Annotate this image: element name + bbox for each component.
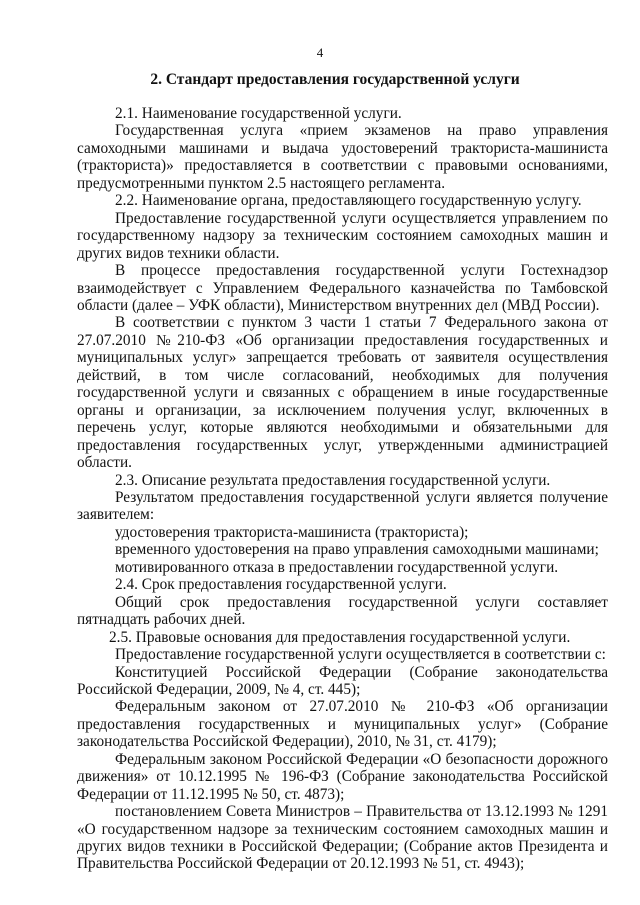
paragraph: 2.3. Описание результата предоставления государственной услуги. (115, 471, 551, 489)
paragraph: Государственная услуга «прием экзаменов на право управления самоходными машинами и выдача удостоверений тракториста-машиниста (тракториста)» предоставляется в соответствии с правовыми основаниями, предусмотренными пунктом 2.5 настоящего регламента. (77, 122, 608, 192)
document-body (77, 105, 608, 873)
section-heading: 2. Стандарт предоставления государственной услуги (150, 71, 520, 88)
paragraph: В процессе предоставления государственной услуги Гостехнадзор взаимодействует с Управлением Федерального казначейства по Тамбовской области (далее – УФК области), Министерством внутренних дел (МВД России). (77, 262, 608, 314)
paragraph: Предоставление государственной услуги осуществляется управлением по государственному надзору за техническим состоянием самоходных машин и других видов техники области. (77, 209, 608, 262)
list-item: постановлением Совета Министров – Правительства от 13.12.1993 № 1291 «О государственном надзоре за техническим состоянием самоходных машин и других видов техники в Российской Федерации; (Собрание актов Президента и Правительства Российской Федерации от 20.12.1993 № 51, ст. 4943); (77, 803, 608, 873)
paragraph: 2.5. Правовые основания для предоставления государственной услуги. (109, 628, 571, 646)
list-item: мотивированного отказа в предоставлении государственной услуги. (115, 558, 559, 576)
list-item: временного удостоверения на право управления самоходными машинами; (115, 541, 599, 559)
list-item: Конституцией Российской Федерации (Собрание законодательства Российской Федерации, 2009, № 4, ст. 445); (77, 663, 608, 698)
paragraph: Общий срок предоставления государственной услуги составляет пятнадцать рабочих дней. (77, 593, 608, 629)
paragraph: 2.4. Срок предоставления государственной услуги. (115, 576, 447, 594)
page-number: 4 (316, 45, 324, 60)
list-item: удостоверения тракториста-машиниста (тракториста); (115, 523, 469, 541)
paragraph: Предоставление государственной услуги осуществляется в соответствии с: (115, 646, 606, 664)
list-item: Федеральным законом от 27.07.2010 № 210-ФЗ «Об организации предоставления государственных и муниципальных услуг» (Собрание законодательства Российской Федерации), 2010, № 31, ст. 4179); (77, 698, 608, 751)
list-item: Федеральным законом Российской Федерации «О безопасности дорожного движения» от 10.12.1995 № 196-ФЗ (Собрание законодательства Российской Федерации от 11.12.1995 № 50, ст. 4873); (77, 750, 608, 803)
paragraph: 2.1. Наименование государственной услуги. (115, 105, 402, 122)
paragraph: Результатом предоставления государственной услуги является получение заявителем: (77, 488, 608, 524)
paragraph: 2.2. Наименование органа, предоставляющего государственную услугу. (115, 192, 582, 210)
paragraph: В соответствии с пунктом 3 части 1 статьи 7 Федерального закона от 27.07.2010 №210-ФЗ «Об организации предоставления государственных и муниципальных услуг» запрещается требовать от заявителя осуществления действий, в том числе согласований, необходимых для получения государственной услуги и связанных с обращением в иные государственные органы и организации, за исключением получения услуг, включенных в перечень услуг, которые являются необходимыми и обязательными для предоставления государственных услуг, утвержденными администрацией области. (77, 314, 608, 472)
